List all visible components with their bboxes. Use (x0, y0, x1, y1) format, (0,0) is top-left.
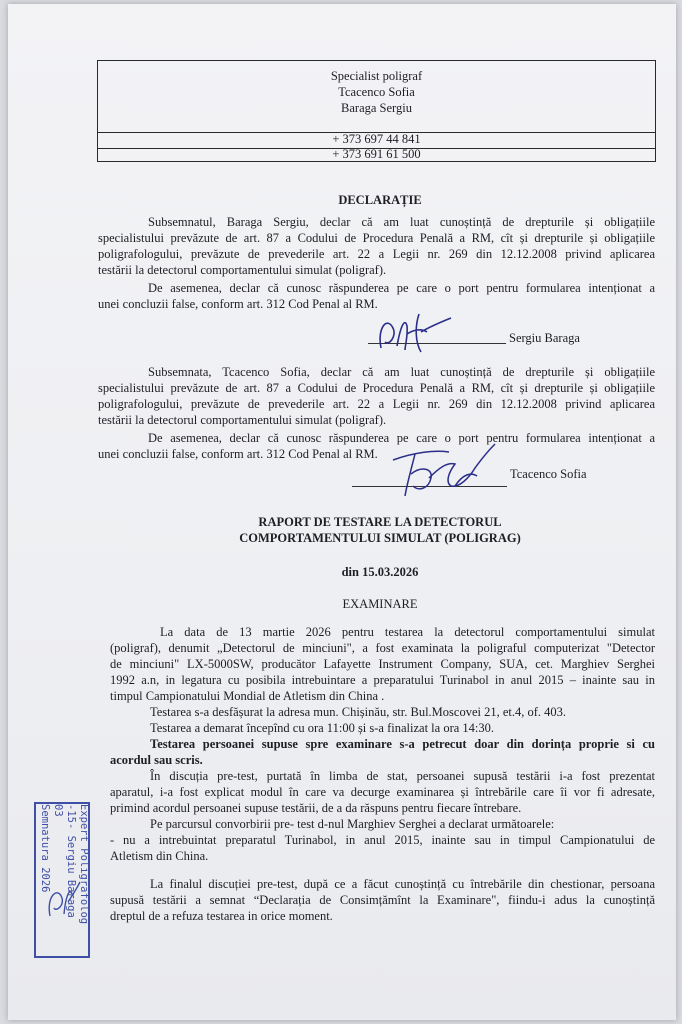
report-p4-line-2: acordul sau scris. (110, 753, 203, 767)
stamp-line-2: -15- Sergiu Baraga (65, 804, 77, 918)
header-role: Specialist poligraf (330, 69, 423, 83)
decl-p1-line-4: testării la detectorul comportamentului simulat (poligraf). (98, 263, 387, 277)
report-p5-line-2: aparatul, i-a fost explicat modul în care va decurge examinarea și întrebările care îi vor fi adresate, (110, 785, 655, 799)
decl-p4-line-2: unei concluzii false, conform art. 312 Cod Penal al RM. (98, 447, 378, 461)
stamp-line-4: Semnatura 2026 (39, 804, 51, 893)
expert-stamp (34, 802, 90, 958)
report-date: din 15.03.2026 (341, 565, 419, 579)
report-p1-line-3: de minciuni" LX-5000SW, producător Lafayette Instrument Company, SUA, cet. Marghiev Serghei (110, 657, 655, 671)
report-p1-line-1: La data de 13 martie 2026 pentru testarea la detectorul comportamentului simulat (160, 625, 655, 639)
decl-p2-line-1: De asemenea, declar că cunosc răspunderea pe care o port pentru formularea intenționat a (148, 281, 655, 295)
decl-p3-line-1: Subsemnata, Tcacenco Sofia, declar că am luat cunoștință de drepturile și obligațiile (148, 365, 655, 379)
report-p7-line-1: - nu a intrebuintat preparatul Turinabol, in anul 2015, inainte sau in timpul Campionatului de (110, 833, 655, 847)
report-p3: Testarea a demarat începînd cu ora 11:00 și s-a finalizat la ora 14:30. (150, 721, 495, 735)
declaration-title: DECLARAȚIE (338, 193, 422, 207)
header-phone-1: + 373 697 44 841 (332, 132, 421, 146)
report-p1-line-4: 1992 a.n, in legatura cu posibila intrebuintare a preparatului Turinabol in anul 2015 – inainte sau in (110, 673, 655, 687)
decl-p3-line-2: specialistului prevăzute de art. 87 a Codului de Procedura Penală a RM, cît și drepturile și obligațiile (98, 381, 655, 395)
header-name-2: Baraga Sergiu (341, 101, 412, 115)
decl-p3-line-3: poligrafologului, prevăzute de prevederile art. 22 a Legii nr. 269 din 12.12.2008 privind aplicarea (98, 397, 655, 411)
signature-name-2: Tcacenco Sofia (510, 467, 587, 481)
signature-name-1: Sergiu Baraga (509, 331, 580, 345)
decl-p2-line-2: unei concluzii false, conform art. 312 Cod Penal al RM. (98, 297, 378, 311)
report-p1-line-5: timpul Campionatului Mondial de Atletism din China . (110, 689, 385, 703)
report-p8-line-3: dreptul de a refuza testarea in orice moment. (110, 909, 333, 923)
decl-p1-line-1: Subsemnatul, Baraga Sergiu, declar că am luat cunoștință de drepturile și obligațiile (148, 215, 655, 229)
report-p8-line-1: La finalul discuției pre-test, după ce a făcut cunoștință cu întrebările din chestionar, persoana (150, 877, 655, 891)
stamp-line-1: Expert Poligrafolog (78, 804, 90, 925)
report-p2: Testarea s-a desfășurat la adresa mun. Chișinău, str. Bul.Moscovei 21, et.4, of. 403. (150, 705, 567, 719)
decl-p1-line-3: poligrafologului, prevăzute de prevederile art. 22 a Legii nr. 269 din 12.12.2008 privind aplicarea (98, 247, 655, 261)
report-p5-line-1: În discuția pre-test, purtată în limba de stat, persoanei supusă testării i-a fost prezentat (150, 769, 655, 783)
stamp-line-3: 03 (52, 804, 64, 817)
report-p1-line-2: (poligraf), denumit „Detectorul de minciuni", a fost examinata la poligraful computerizat "Detector (110, 641, 655, 655)
signature-baraga (375, 306, 455, 356)
decl-p3-line-4: testării la detectorul comportamentului simulat (poligraf). (98, 413, 387, 427)
report-section-title: EXAMINARE (342, 597, 418, 611)
report-title-line-2: COMPORTAMENTULUI SIMULAT (POLIGRAG) (239, 531, 521, 545)
report-p4-line-1: Testarea persoanei supuse spre examinare s-a petrecut doar din dorința proprie si cu (150, 737, 655, 751)
report-p5-line-3: primind acordul persoanei supuse testării, de a da răspuns pentru fiecare întrebare. (110, 801, 522, 815)
report-title-line-1: RAPORT DE TESTARE LA DETECTORUL (258, 515, 502, 529)
report-p6: Pe parcursul convorbirii pre- test d-nul Marghiev Serghei a declarat următoarele: (150, 817, 555, 831)
header-name-1: Tcacenco Sofia (338, 85, 415, 99)
report-p7-line-2: Atletism din China. (110, 849, 209, 863)
header-phone-2: + 373 691 61 500 (332, 147, 421, 161)
report-p8-line-2: supusă testării a semnat “Declarația de Consimțămînt la Examinare", fiindu-i adus la cunoștință (110, 893, 655, 907)
header-table (97, 60, 656, 162)
decl-p1-line-2: specialistului prevăzute de art. 87 a Codului de Procedura Penală a RM, cît și drepturile și obligațiile (98, 231, 655, 245)
header-names-cell (98, 61, 655, 133)
decl-p4-line-1: De asemenea, declar că cunosc răspunderea pe care o port pentru formularea intenționat a (148, 431, 655, 445)
stamp-signature (42, 872, 82, 922)
signature-tcacenco (385, 438, 500, 500)
